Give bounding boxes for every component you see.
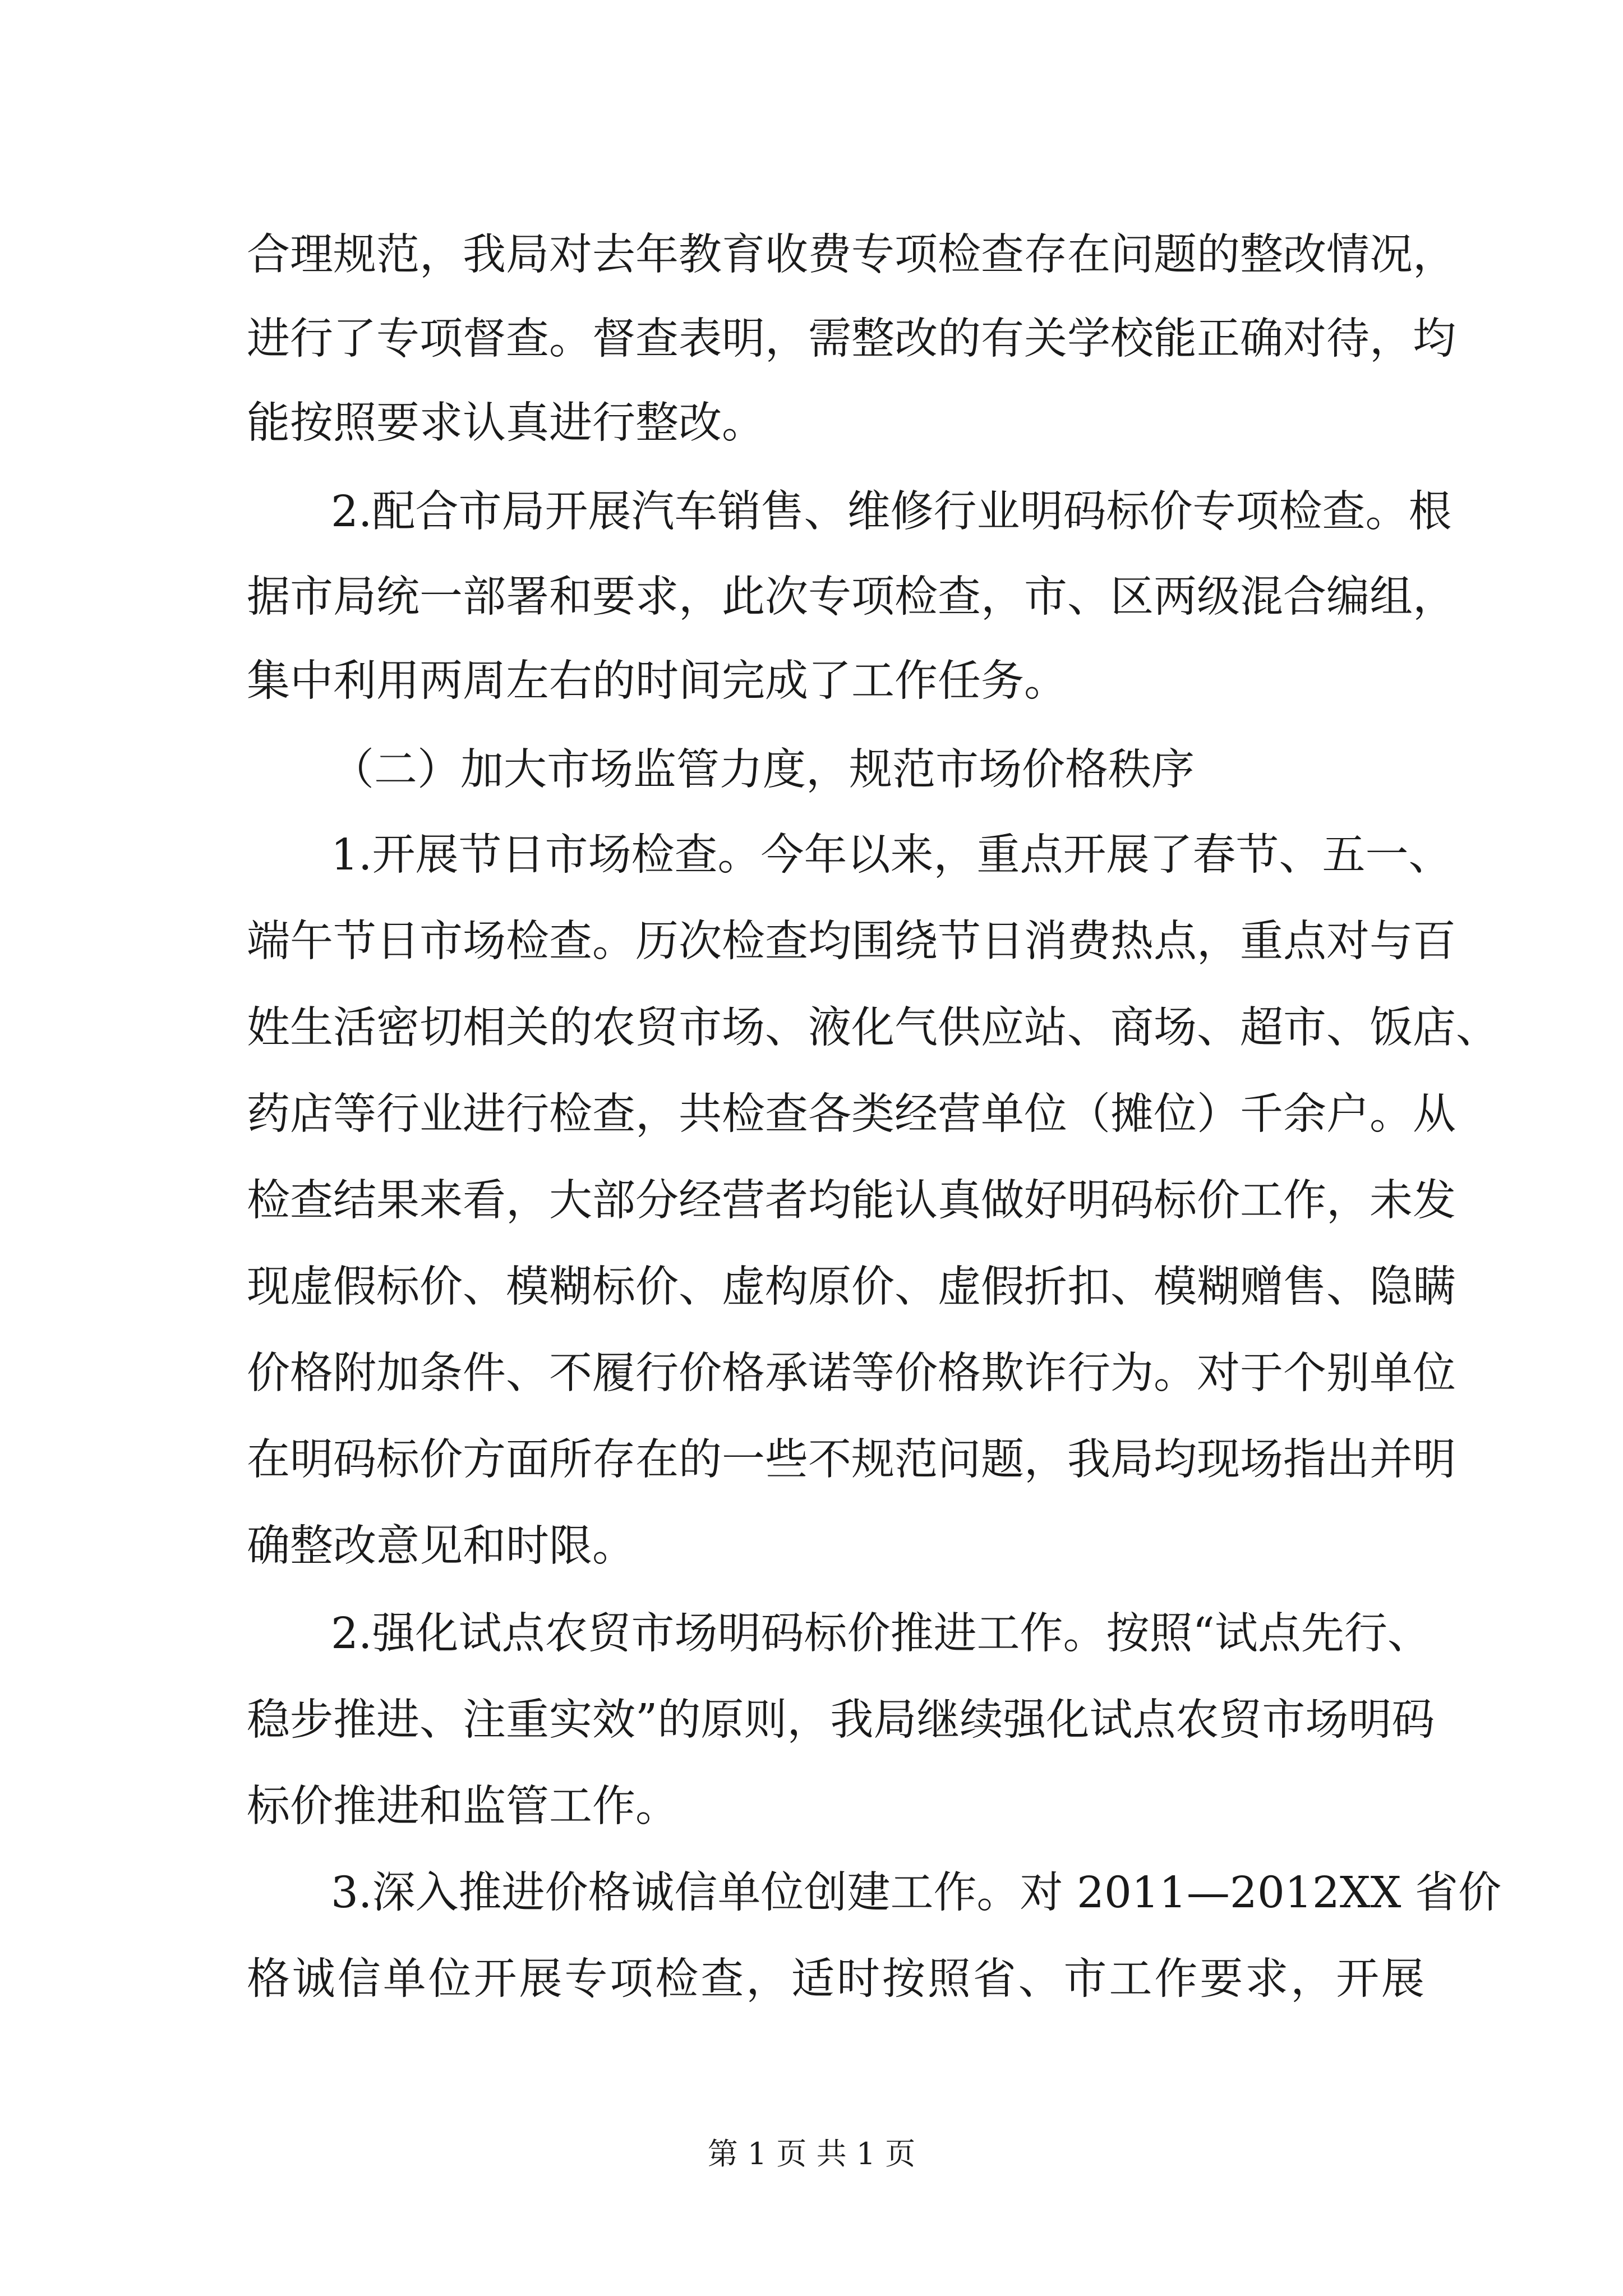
text-line: 现虚假标价、模糊标价、虚构原价、虚假折扣、模糊赠售、隐瞒 <box>247 1262 1456 1312</box>
text-line: 标价推进和监管工作。 <box>247 1782 679 1832</box>
text-line: 据市局统一部署和要求，此次专项检查，市、区两级混合编组， <box>247 572 1456 622</box>
text-line: 1.开展节日市场检查。今年以来，重点开展了春节、五一、 <box>331 830 1452 880</box>
text-line: 稳步推进、注重实效”的原则，我局继续强化试点农贸市场明码 <box>247 1695 1435 1745</box>
text-line: 3.深入推进价格诚信单位创建工作。对 2011—2012XX 省价 <box>331 1868 1501 1918</box>
text-line: 端午节日市场检查。历次检查均围绕节日消费热点，重点对与百 <box>247 917 1456 967</box>
text-line: 检查结果来看，大部分经营者均能认真做好明码标价工作，未发 <box>247 1176 1456 1226</box>
text-line: 能按照要求认真进行整改。 <box>247 398 765 448</box>
text-line: 在明码标价方面所存在的一些不规范问题，我局均现场指出并明 <box>247 1435 1456 1485</box>
text-line: 合理规范，我局对去年教育收费专项检查存在问题的整改情况， <box>247 230 1456 280</box>
text-line: 药店等行业进行检查，共检查各类经营单位（摊位）千余户。从 <box>247 1089 1456 1139</box>
text-line: 2.强化试点农贸市场明码标价推进工作。按照“试点先行、 <box>331 1609 1431 1659</box>
text-line: 确整改意见和时限。 <box>247 1521 635 1571</box>
text-line: 集中利用两周左右的时间完成了工作任务。 <box>247 656 1067 706</box>
text-line: 进行了专项督查。督查表明，需整改的有关学校能正确对待，均 <box>247 314 1456 364</box>
text-line: 姓生活密切相关的农贸市场、液化气供应站、商场、超市、饭店、 <box>247 1003 1499 1053</box>
text-line: 价格附加条件、不履行价格承诺等价格欺诈行为。对于个别单位 <box>247 1349 1456 1398</box>
section-heading: （二）加大市场监管力度，规范市场价格秩序 <box>331 745 1195 795</box>
page-footer: 第 1 页 共 1 页 <box>707 2136 916 2171</box>
text-line: 格诚信单位开展专项检查，适时按照省、市工作要求，开展 <box>247 1954 1424 2004</box>
text-line: 2.配合市局开展汽车销售、维修行业明码标价专项检查。根 <box>331 487 1452 537</box>
